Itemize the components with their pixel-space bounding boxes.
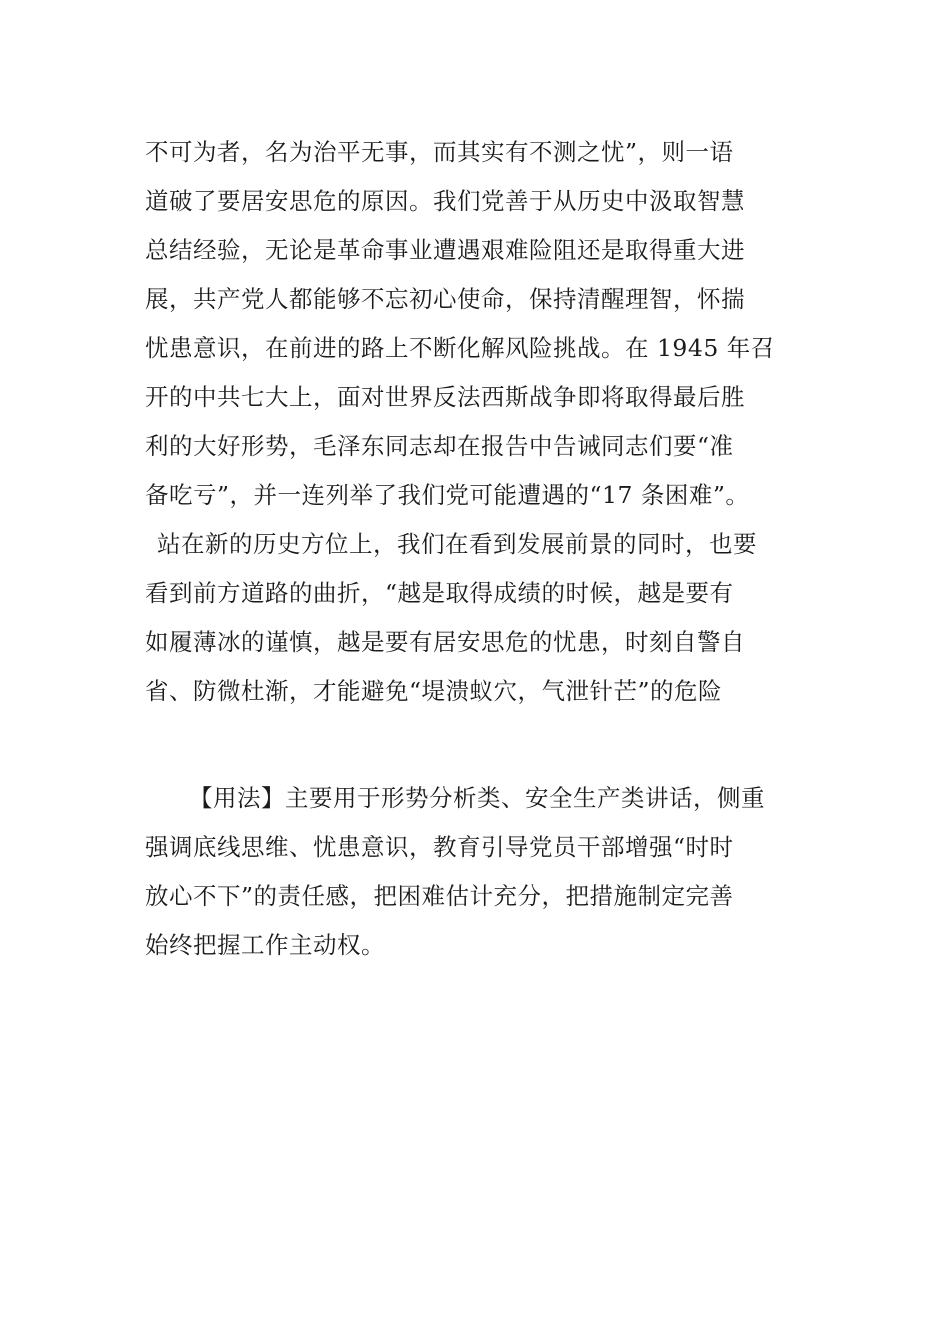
usage-line: 始终把握工作主动权。 [145, 931, 385, 959]
usage-line: 放心不下”的责任感，把困难估计充分，把措施制定完善 [145, 882, 734, 910]
body-line: 备吃亏”，并一连列举了我们党可能遭遇的“17 条困难”。 [145, 481, 750, 509]
body-line: 站在新的历史方位上，我们在看到发展前景的同时，也要 [157, 530, 757, 558]
body-line: 开的中共七大上，面对世界反法西斯战争即将取得最后胜 [145, 383, 745, 411]
body-line: 展，共产党人都能够不忘初心使命，保持清醒理智，怀揣 [145, 285, 745, 313]
body-line: 不可为者，名为治平无事，而其实有不测之忧”，则一语 [145, 138, 734, 166]
body-line: 省、防微杜渐，才能避免“堤溃蚁穴，气泄针芒”的危险 [145, 677, 723, 705]
body-line: 道破了要居安思危的原因。我们党善于从历史中汲取智慧 [145, 187, 745, 215]
usage-line: 强调底线思维、忧患意识，教育引导党员干部增强“时时 [145, 833, 734, 861]
usage-line: 【用法】主要用于形势分析类、安全生产类讲话，侧重 [189, 784, 765, 812]
body-line: 如履薄冰的谨慎，越是要有居安思危的忧患，时刻自警自 [145, 628, 745, 656]
body-line: 忧患意识，在前进的路上不断化解风险挑战。在 1945 年召 [145, 334, 775, 362]
body-line: 总结经验，无论是革命事业遭遇艰难险阻还是取得重大进 [145, 236, 745, 264]
body-paragraph [145, 128, 825, 716]
usage-paragraph [145, 774, 825, 970]
body-line: 利的大好形势，毛泽东同志却在报告中告诫同志们要“准 [145, 432, 734, 460]
body-line: 看到前方道路的曲折，“越是取得成绩的时候，越是要有 [145, 579, 734, 607]
